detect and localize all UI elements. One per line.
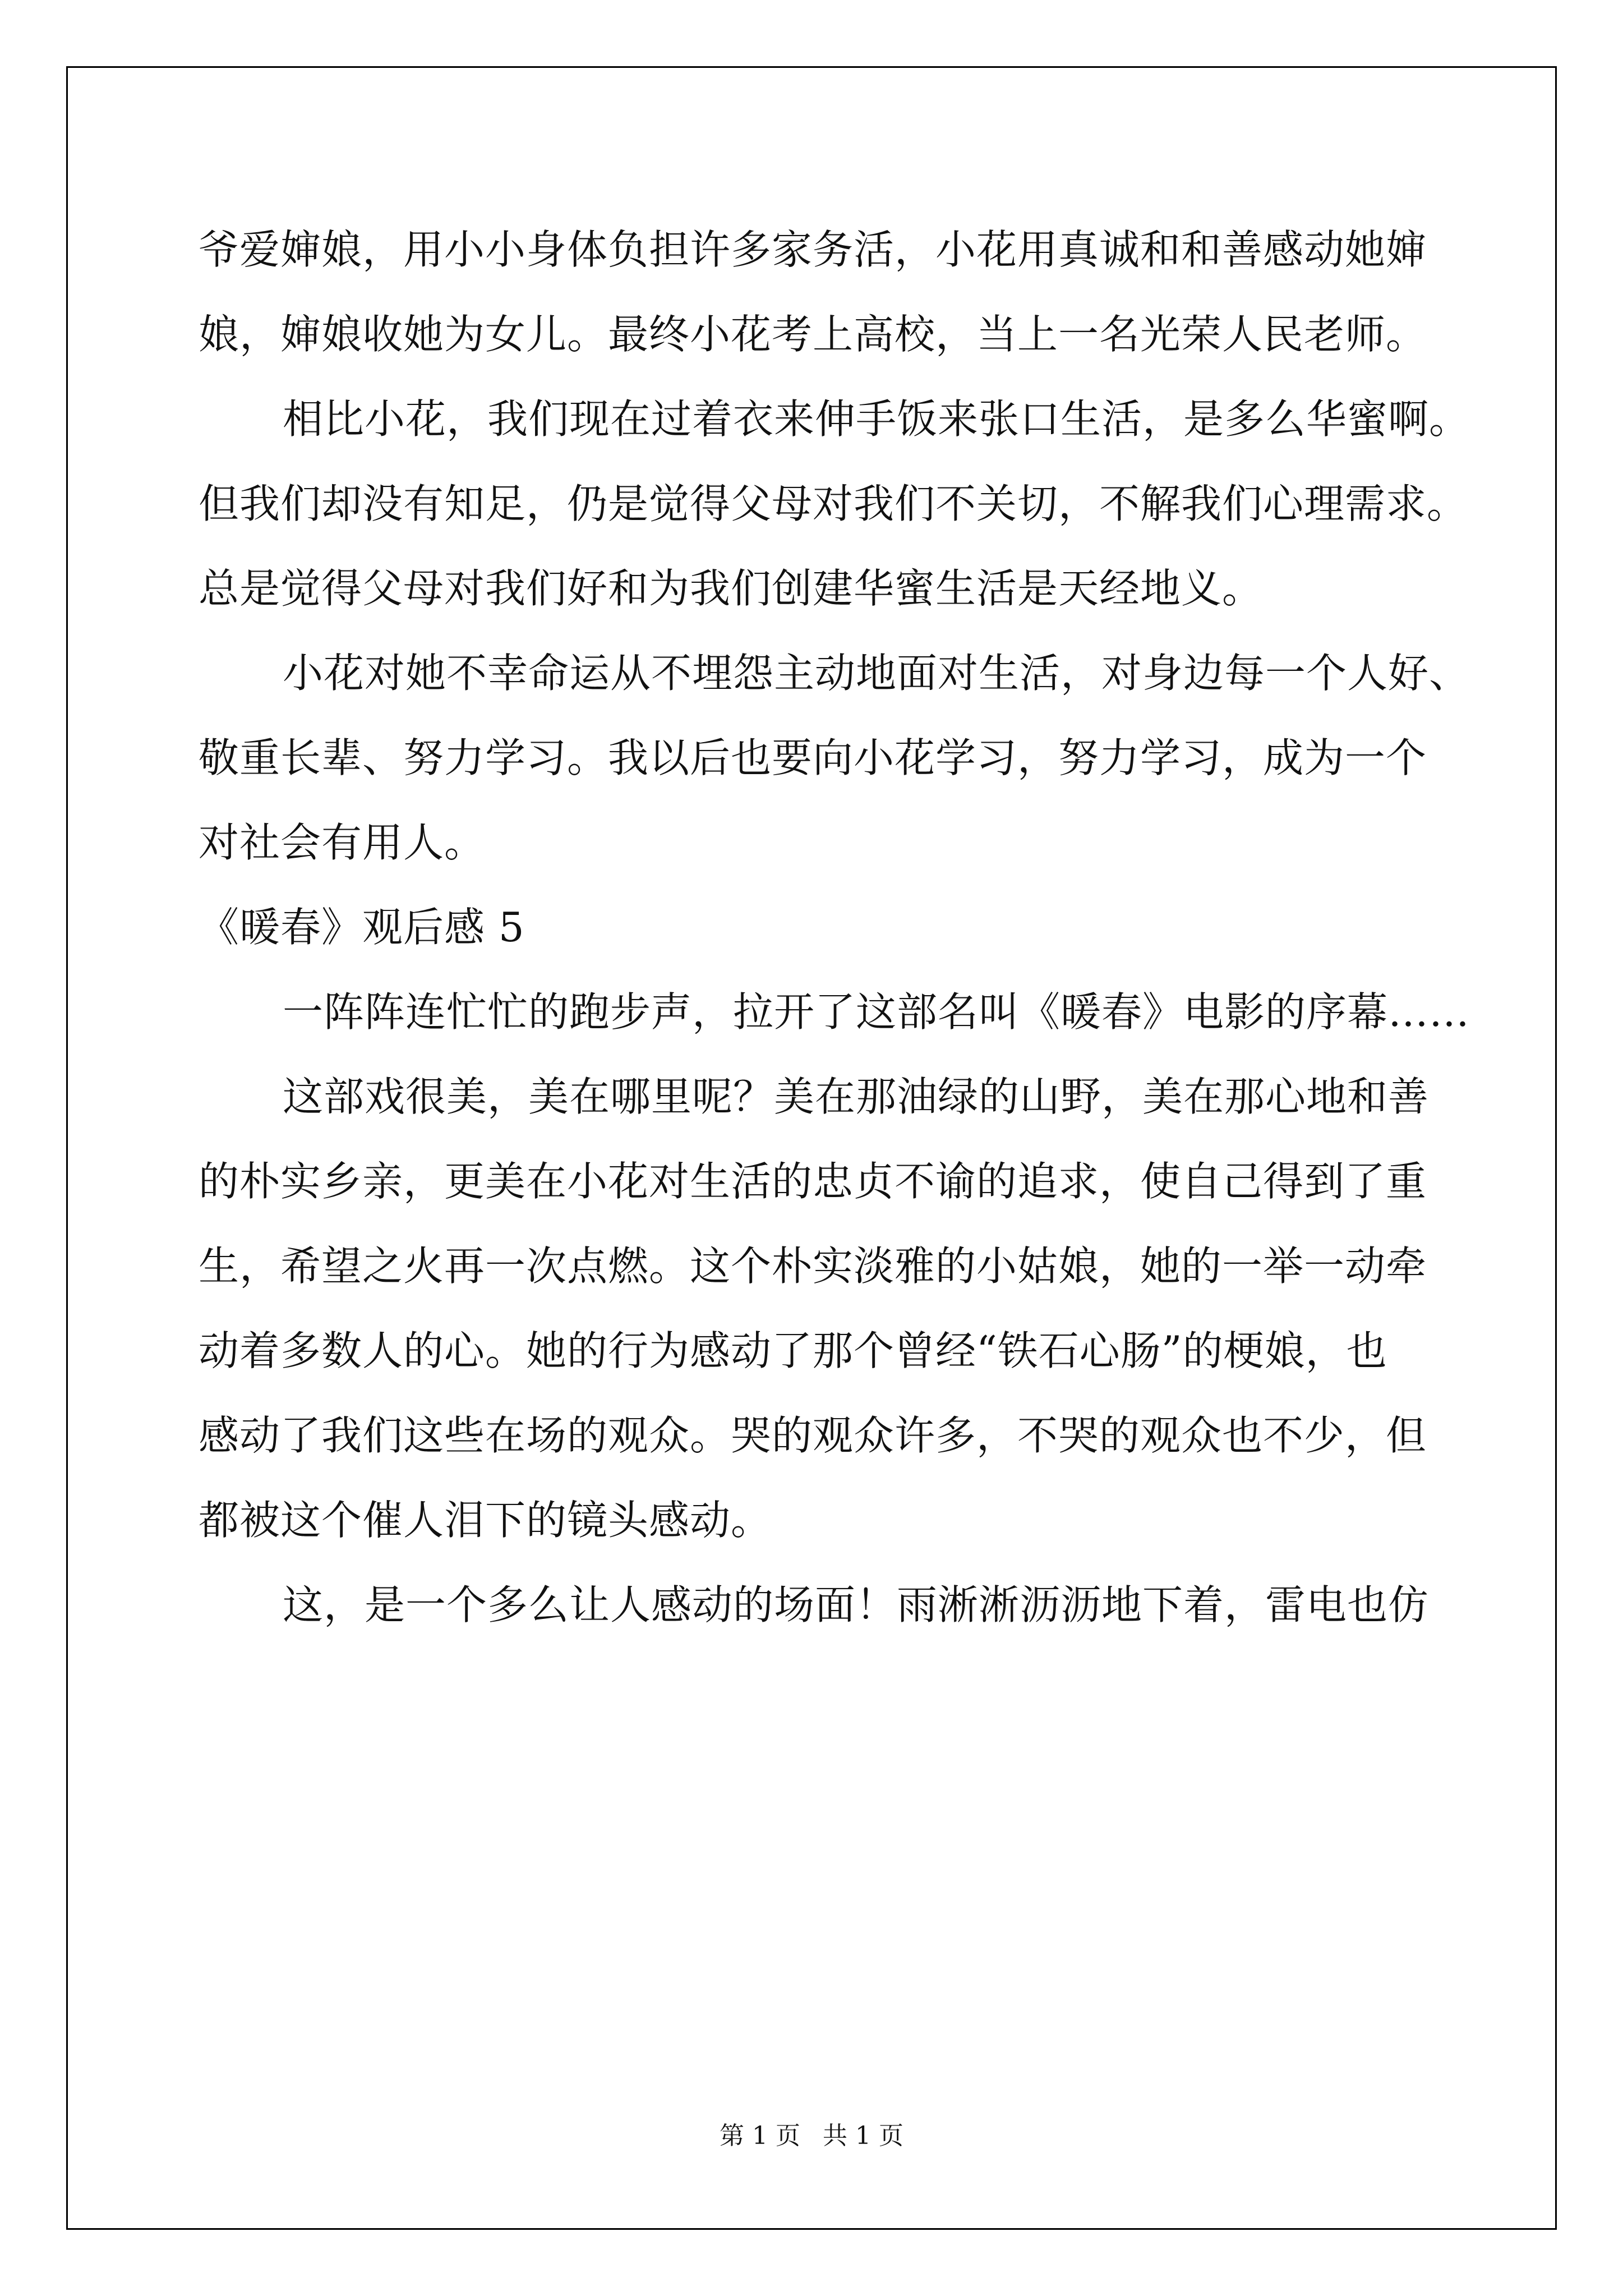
text-line-6: 小花对她不幸命运从不埋怨主动地面对生活，对身边每一个人好、 [283, 650, 1470, 697]
page-number-current: 第 1 页 [720, 2122, 800, 2150]
text-line-13: 生，希望之火再一次点燃。这个朴实淡雅的小姑娘，她的一举一动牵 [199, 1243, 1427, 1290]
text-line-2: 娘，婶娘收她为女儿。最终小花考上高校，当上一名光荣人民老师。 [199, 311, 1427, 358]
text-line-1: 爷爱婶娘，用小小身体负担许多家务活，小花用真诚和和善感动她婶 [199, 226, 1427, 273]
text-line-11: 这部戏很美，美在哪里呢？美在那油绿的山野，美在那心地和善 [283, 1073, 1430, 1120]
text-line-3: 相比小花，我们现在过着衣来伸手饭来张口生活，是多么华蜜啊。 [283, 395, 1470, 443]
page-number-total: 共 1 页 [823, 2122, 903, 2150]
text-line-4: 但我们却没有知足，仍是觉得父母对我们不关切，不解我们心理需求。 [199, 480, 1468, 527]
text-line-12: 的朴实乡亲，更美在小花对生活的忠贞不谕的追求，使自己得到了重 [199, 1158, 1427, 1205]
text-line-16: 都被这个催人泪下的镜头感动。 [199, 1497, 772, 1544]
text-line-7: 敬重长辈、努力学习。我以后也要向小花学习，努力学习，成为一个 [199, 734, 1427, 781]
section-heading: 《暖春》观后感 5 [199, 904, 525, 951]
text-line-17: 这，是一个多么让人感动的场面！雨淅淅沥沥地下着，雷电也仿 [283, 1581, 1430, 1628]
text-line-15: 感动了我们这些在场的观众。哭的观众许多，不哭的观众也不少，但 [199, 1412, 1427, 1459]
text-line-14: 动着多数人的心。她的行为感动了那个曾经“铁石心肠”的梗娘，也 [199, 1327, 1387, 1374]
document-body [199, 208, 1470, 1648]
page-footer [0, 2119, 1623, 2153]
text-line-8: 对社会有用人。 [199, 819, 486, 866]
text-line-5: 总是觉得父母对我们好和为我们创建华蜜生活是天经地义。 [199, 565, 1264, 612]
text-line-10: 一阵阵连忙忙的跑步声，拉开了这部名叫《暖春》电影的序幕…… [283, 988, 1470, 1036]
